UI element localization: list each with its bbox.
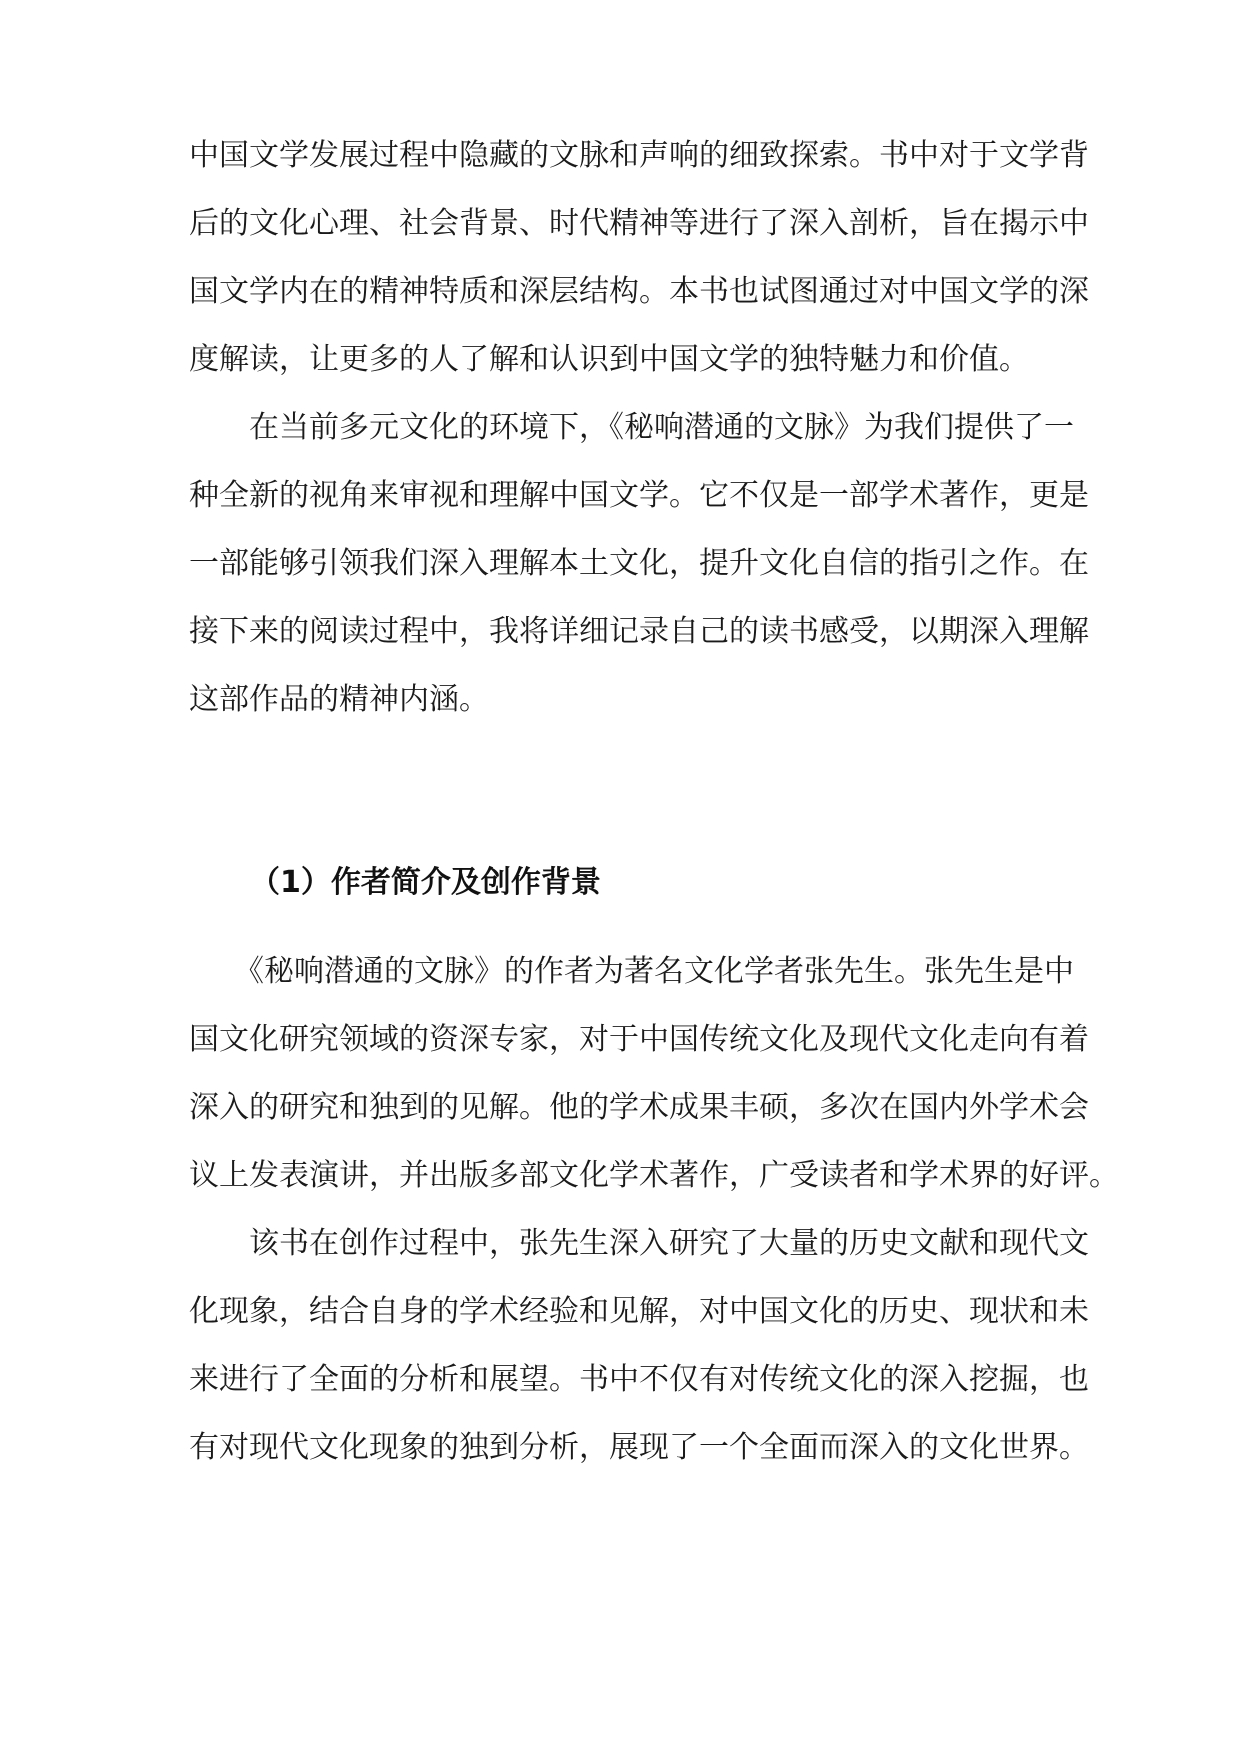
text-line: 化现象，结合自身的学术经验和见解，对中国文化的历史、现状和未 [189, 1294, 1089, 1329]
text-line: 接下来的阅读过程中，我将详细记录自己的读书感受，以期深入理解 [189, 614, 1089, 649]
text-line: 度解读，让更多的人了解和认识到中国文学的独特魅力和价值。 [189, 342, 1029, 377]
text-line: 后的文化心理、社会背景、时代精神等进行了深入剖析，旨在揭示中 [189, 206, 1089, 241]
paragraph-background [189, 1210, 1089, 1482]
text-line: 深入的研究和独到的见解。他的学术成果丰硕，多次在国内外学术会 [189, 1090, 1089, 1125]
text-line: 国文化研究领域的资深专家，对于中国传统文化及现代文化走向有着 [189, 1022, 1089, 1057]
text-line: 一部能够引领我们深入理解本土文化，提升文化自信的指引之作。在 [189, 546, 1089, 581]
text-line: 《秘响潜通的文脉》的作者为著名文化学者张先生。张先生是中 [189, 954, 1074, 989]
section-heading: （1）作者简介及创作背景 [250, 865, 601, 900]
text-line: 有对现代文化现象的独到分析，展现了一个全面而深入的文化世界。 [189, 1430, 1089, 1465]
text-line: 在当前多元文化的环境下，《秘响潜通的文脉》为我们提供了一 [189, 410, 1074, 445]
text-line: 国文学内在的精神特质和深层结构。本书也试图通过对中国文学的深 [189, 274, 1089, 309]
text-line: 来进行了全面的分析和展望。书中不仅有对传统文化的深入挖掘，也 [189, 1362, 1089, 1397]
text-line: 该书在创作过程中，张先生深入研究了大量的历史文献和现代文 [189, 1226, 1089, 1261]
text-line: 种全新的视角来审视和理解中国文学。它不仅是一部学术著作，更是 [189, 478, 1089, 513]
text-line: 这部作品的精神内涵。 [189, 682, 489, 717]
text-line: 中国文学发展过程中隐藏的文脉和声响的细致探索。书中对于文学背 [189, 138, 1089, 173]
paragraph-author [189, 938, 1119, 1210]
paragraph-intro-continued [189, 122, 1089, 394]
paragraph-context [189, 394, 1089, 734]
text-line: 议上发表演讲，并出版多部文化学术著作，广受读者和学术界的好评。 [189, 1158, 1119, 1193]
